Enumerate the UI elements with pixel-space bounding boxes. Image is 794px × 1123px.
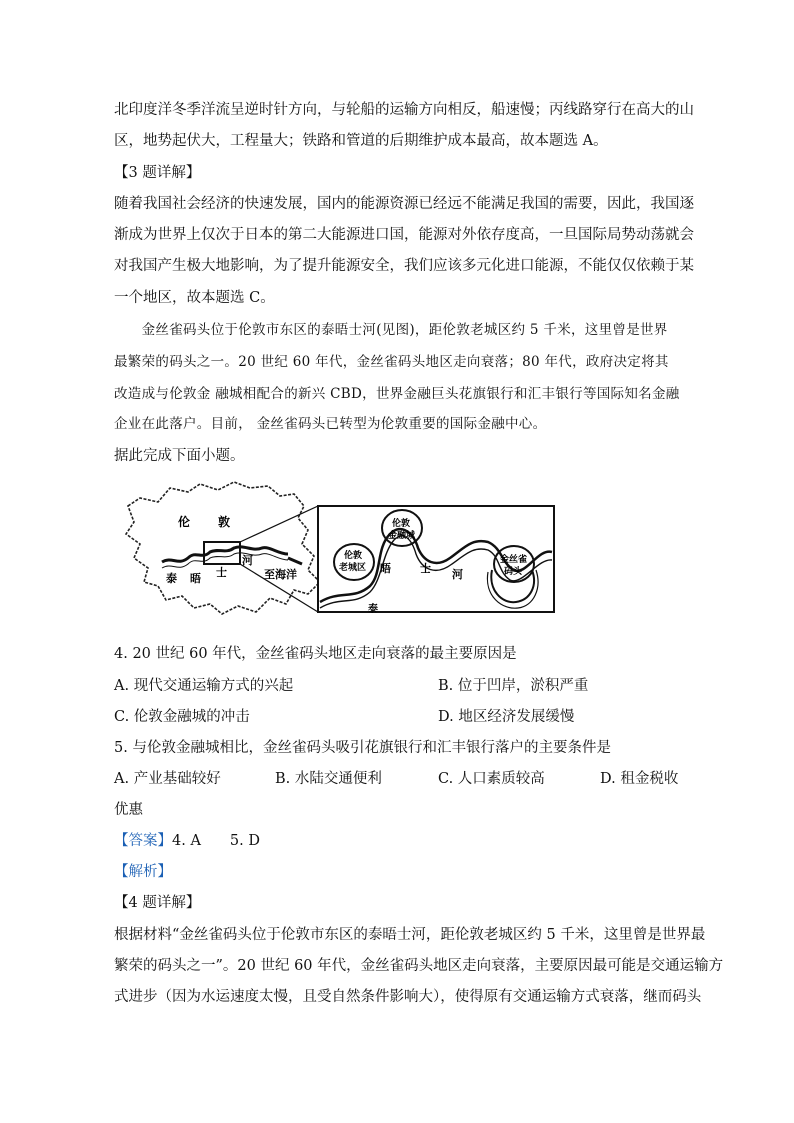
analysis-tag: 【解析】 [114,864,172,880]
answer-tag: 【答案】 [114,833,172,849]
passage-line: 最繁荣的码头之一。20 世纪 60 年代，金丝雀码头地区走向衰落；80 年代，政府决定将其 [114,354,669,370]
label-shi: 士 [216,566,227,579]
body-text-line: 渐成为世界上仅次于日本的第二大能源进口国，能源对外依存度高，一旦国际局势动荡就会 [114,227,694,243]
body-text-line: 北印度洋冬季洋流呈逆时针方向，与轮船的运输方向相反，船速慢；丙线路穿行在高大的山 [114,102,694,118]
body-text-line: 随着我国社会经济的快速发展，国内的能源资源已经远不能满足我国的需要，因此，我国逐 [114,196,694,212]
q4-stem: 4. 20 世纪 60 年代，金丝雀码头地区走向衰落的最主要原因是 [114,646,517,662]
body-text-line: 式进步（因为水运速度太慢，且受自然条件影响大），使得原有交通运输方式衰落，继而码头 [114,989,702,1005]
old-city-label-1: 伦敦 [344,551,363,561]
river-label-shi: 士 [420,562,431,575]
wharf-label-2: 码头 [504,567,523,577]
q3-header: 【3 题详解】 [114,165,201,181]
answer-text: 4. A 5. D [172,833,260,849]
q4-option-d: D. 地区经济发展缓慢 [438,709,575,725]
label-he: 河 [242,554,253,567]
body-text-line: 区，地势起伏大，工程量大；铁路和管道的后期维护成本最高，故本题选 A。 [114,133,608,149]
wharf-label-1: 金丝雀 [500,555,528,565]
body-text-line: 一个地区，故本题选 C。 [114,290,275,306]
q5-option-d: D. 租金税收 [600,771,679,787]
q4-option-c: C. 伦敦金融城的冲击 [114,709,250,725]
fin-city-label-1: 伦敦 [392,519,411,529]
label-lun: 伦 [178,515,191,529]
old-city-label-2: 老城区 [339,563,367,573]
passage-line: 金丝雀码头位于伦敦市东区的泰晤士河(见图)，距伦敦老城区约 5 千米，这里曾是世界 [114,322,668,338]
label-to-sea: 至海洋 [264,568,297,581]
passage-line: 企业在此落户。目前， 金丝雀码头已转型为伦敦重要的国际金融中心。 [114,416,547,432]
river-label-he: 河 [452,568,463,581]
fin-city-label-2: 金融城 [388,531,416,541]
london-boundary [126,482,320,614]
q4-header: 【4 题详解】 [114,895,201,911]
passage-line: 改造成与伦敦金 融城相配合的新兴 CBD，世界金融巨头花旗银行和汇丰银行等国际知名金融 [114,386,680,402]
body-text-line: 根据材料“金丝雀码头位于伦敦市东区的泰晤士河，距伦敦老城区约 5 千米，这里曾是世界最 [114,927,706,943]
answer-line [114,831,260,851]
river-label-wu: 晤 [380,562,391,575]
body-text-line: 繁荣的码头之一”。20 世纪 60 年代，金丝雀码头地区走向衰落，主要原因最可能是交通运输方 [114,958,724,974]
label-dun: 敦 [218,515,231,529]
river-label-tai: 泰 [368,604,378,615]
q5-option-b: B. 水陆交通便利 [275,771,382,787]
body-text-line: 对我国产生极大地影响，为了提升能源安全，我们应该多元化进口能源，不能仅仅依赖于某 [114,258,694,274]
q4-option-a: A. 现代交通运输方式的兴起 [114,678,294,694]
thames-map-figure [118,478,558,622]
label-wu: 晤 [190,572,201,585]
q5-stem: 5. 与伦敦金融城相比，金丝雀码头吸引花旗银行和汇丰银行落户的主要条件是 [114,740,611,756]
sea-arrow [288,558,302,564]
q5-option-d-continued: 优惠 [114,802,143,818]
prompt-text: 据此完成下面小题。 [114,448,245,464]
label-tai: 泰 [166,572,177,585]
q4-option-b: B. 位于凹岸，淤积严重 [438,678,589,694]
q5-option-c: C. 人口素质较高 [438,771,545,787]
q5-option-a: A. 产业基础较好 [114,771,221,787]
